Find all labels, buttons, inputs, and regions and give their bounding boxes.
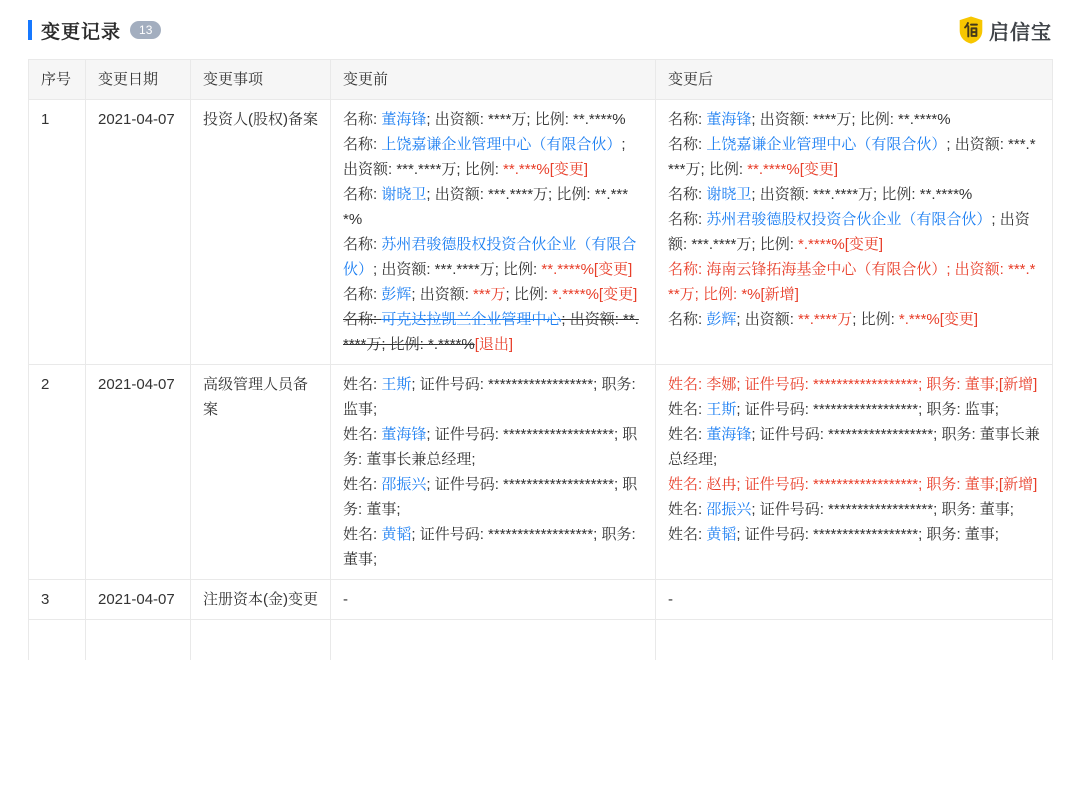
text-segment: **.****%[变更]	[541, 261, 633, 278]
text-segment: ; 出资额: ***.****万; 比例:	[668, 211, 1030, 253]
change-entry	[668, 497, 1040, 522]
text-segment: 姓名: 李娜; 证件号码: ******************; 职务: 董事;[新增]	[668, 376, 1038, 393]
text-segment: ; 证件号码: ******************; 职务: 监事;	[343, 376, 636, 418]
text-segment: *.***%[变更]	[898, 311, 979, 328]
text-segment: **.***%[变更]	[503, 161, 589, 178]
text-segment: *.****%[变更]	[552, 286, 638, 303]
title-accent-bar	[28, 20, 32, 40]
change-entry	[343, 587, 643, 612]
text-segment: 姓名: 赵冉; 证件号码: ******************; 职务: 董事;[新增]	[668, 476, 1038, 493]
col-header-serial: 序号	[29, 60, 86, 100]
text-segment: -	[668, 591, 673, 608]
cell-serial: 1	[29, 100, 86, 365]
entity-link[interactable]: 上饶嘉谦企业管理中心（有限合伙）	[706, 136, 947, 153]
change-entry	[668, 372, 1040, 397]
text-segment: *.****%[变更]	[798, 236, 884, 253]
change-entry	[668, 397, 1040, 422]
cell-serial: 3	[29, 580, 86, 620]
entity-link[interactable]: 董海锋	[381, 426, 427, 443]
text-segment: ; 出资额: ****万; 比例: **.****%	[426, 111, 626, 128]
text-segment: ; 出资额: ***.****万; 比例: **.****%	[343, 186, 629, 228]
text-segment: 名称:	[343, 186, 382, 203]
text-segment: ; 证件号码: ******************; 职务: 董事;	[736, 526, 999, 543]
entity-link[interactable]: 彭辉	[381, 286, 412, 303]
cell-item	[191, 620, 331, 660]
entity-link[interactable]: 苏州君骏德股权投资合伙企业（有限合伙）	[343, 236, 637, 278]
text-segment: 姓名:	[668, 526, 707, 543]
cell-after	[656, 100, 1053, 365]
entity-link[interactable]: 邵振兴	[381, 476, 427, 493]
change-entry	[343, 132, 643, 182]
page-title: 变更记录	[41, 21, 122, 43]
change-entry	[668, 107, 1040, 132]
table-row	[29, 100, 1053, 365]
text-segment: ; 比例:	[852, 311, 899, 328]
entity-link[interactable]: 王斯	[706, 401, 737, 418]
text-segment: ; 证件号码: *******************; 职务: 董事;	[343, 476, 638, 518]
text-segment: 名称:	[343, 286, 382, 303]
text-segment: ***万	[473, 286, 506, 303]
qixinbao-shield-icon	[958, 16, 989, 44]
entity-link[interactable]: 王斯	[381, 376, 412, 393]
header-bar	[28, 13, 1052, 47]
text-segment: 名称: 海南云锋拓海基金中心（有限合伙）; 出资额: ***.***万; 比例: *%[新增]	[668, 261, 1036, 303]
change-entry	[343, 522, 643, 572]
cell-before	[331, 580, 656, 620]
change-entry	[668, 182, 1040, 207]
change-entry	[668, 472, 1040, 497]
cell-date	[86, 620, 191, 660]
text-segment: 姓名:	[343, 426, 382, 443]
text-segment: 姓名:	[668, 501, 707, 518]
entity-link[interactable]: 谢晓卫	[381, 186, 427, 203]
text-segment: 姓名:	[343, 526, 382, 543]
entity-link[interactable]: 上饶嘉谦企业管理中心（有限合伙）	[381, 136, 622, 153]
table-header-row	[29, 60, 1053, 100]
text-segment: ; 出资额: ***.****万; 比例:	[373, 261, 542, 278]
text-segment: ; 证件号码: ******************; 职务: 董事;	[751, 501, 1014, 518]
entity-link[interactable]: 可克达拉凯兰企业管理中心	[381, 311, 562, 328]
entity-link[interactable]: 邵振兴	[706, 501, 752, 518]
change-entry	[668, 132, 1040, 182]
col-header-after: 变更后	[656, 60, 1053, 100]
text-segment: ; 出资额:	[411, 286, 474, 303]
text-segment: 名称:	[668, 311, 707, 328]
text-segment: ; 证件号码: *******************; 职务: 董事长兼总经理;	[343, 426, 638, 468]
text-segment: ; 出资额: ****万; 比例: **.****%	[751, 111, 951, 128]
text-segment: ; 证件号码: ******************; 职务: 监事;	[736, 401, 999, 418]
entity-link[interactable]: 董海锋	[381, 111, 427, 128]
text-segment: 名称:	[343, 136, 382, 153]
cell-before	[331, 620, 656, 660]
title-wrap	[28, 17, 161, 44]
change-entry	[343, 182, 643, 232]
cell-date: 2021-04-07	[86, 580, 191, 620]
text-segment: ; 出资额: ***.****万; 比例:	[668, 136, 1036, 178]
text-segment: 名称:	[343, 111, 382, 128]
col-header-before: 变更前	[331, 60, 656, 100]
text-segment: 名称:	[343, 236, 382, 253]
text-segment: 名称:	[668, 111, 707, 128]
text-segment: ; 比例:	[505, 286, 553, 303]
cell-before	[331, 365, 656, 580]
text-segment: ; 证件号码: ******************; 职务: 董事;	[343, 526, 636, 568]
qixinbao-logo-text: 启信宝	[989, 21, 1052, 44]
cell-date: 2021-04-07	[86, 100, 191, 365]
text-segment: [退出]	[474, 336, 514, 353]
text-segment: 姓名:	[343, 476, 382, 493]
change-entry	[343, 107, 643, 132]
text-segment: 名称:	[668, 186, 707, 203]
cell-serial: 2	[29, 365, 86, 580]
entity-link[interactable]: 彭辉	[706, 311, 737, 328]
text-segment: **.****%[变更]	[747, 161, 839, 178]
text-segment: 名称:	[668, 211, 707, 228]
entity-link[interactable]: 黄韬	[381, 526, 412, 543]
qixinbao-logo	[958, 16, 1052, 45]
entity-link[interactable]: 苏州君骏德股权投资合伙企业（有限合伙）	[706, 211, 992, 228]
text-segment: -	[343, 591, 348, 608]
change-entry	[668, 422, 1040, 472]
change-entry	[343, 282, 643, 307]
change-entry	[668, 257, 1040, 307]
text-segment: 姓名:	[668, 401, 707, 418]
change-entry	[668, 587, 1040, 612]
col-header-change-item: 变更事项	[191, 60, 331, 100]
text-segment: ; 出资额: **.****万; 比例: *.****%	[343, 311, 639, 353]
change-record-table	[28, 59, 1053, 660]
col-header-date: 变更日期	[86, 60, 191, 100]
cell-after	[656, 365, 1053, 580]
entity-link[interactable]: 董海锋	[706, 111, 752, 128]
text-segment: 姓名:	[343, 376, 382, 393]
cell-after	[656, 580, 1053, 620]
text-segment: ; 出资额:	[736, 311, 799, 328]
change-entry	[668, 522, 1040, 547]
text-segment: 姓名:	[668, 426, 707, 443]
text-segment: 名称:	[668, 136, 707, 153]
change-entry	[668, 307, 1040, 332]
entity-link[interactable]: 谢晓卫	[706, 186, 752, 203]
entity-link[interactable]: 黄韬	[706, 526, 737, 543]
table-row	[29, 580, 1053, 620]
cell-after	[656, 620, 1053, 660]
cell-serial	[29, 620, 86, 660]
change-entry	[343, 422, 643, 472]
text-segment: ; 证件号码: ******************; 职务: 董事长兼总经理;	[668, 426, 1040, 468]
table-row	[29, 620, 1053, 660]
change-entry	[343, 372, 643, 422]
cell-item: 投资人(股权)备案	[191, 100, 331, 365]
cell-date: 2021-04-07	[86, 365, 191, 580]
text-segment: ; 出资额: ***.****万; 比例:	[343, 136, 626, 178]
change-entry	[343, 307, 643, 357]
change-entry	[343, 472, 643, 522]
change-entry	[668, 207, 1040, 257]
record-count-badge: 13	[130, 21, 161, 39]
entity-link[interactable]: 董海锋	[706, 426, 752, 443]
cell-before	[331, 100, 656, 365]
change-entry	[343, 232, 643, 282]
table-row	[29, 365, 1053, 580]
cell-item: 注册资本(金)变更	[191, 580, 331, 620]
text-segment: 名称:	[343, 311, 382, 328]
text-segment: **.****万	[798, 311, 853, 328]
cell-item: 高级管理人员备案	[191, 365, 331, 580]
text-segment: ; 出资额: ***.****万; 比例: **.****%	[751, 186, 973, 203]
